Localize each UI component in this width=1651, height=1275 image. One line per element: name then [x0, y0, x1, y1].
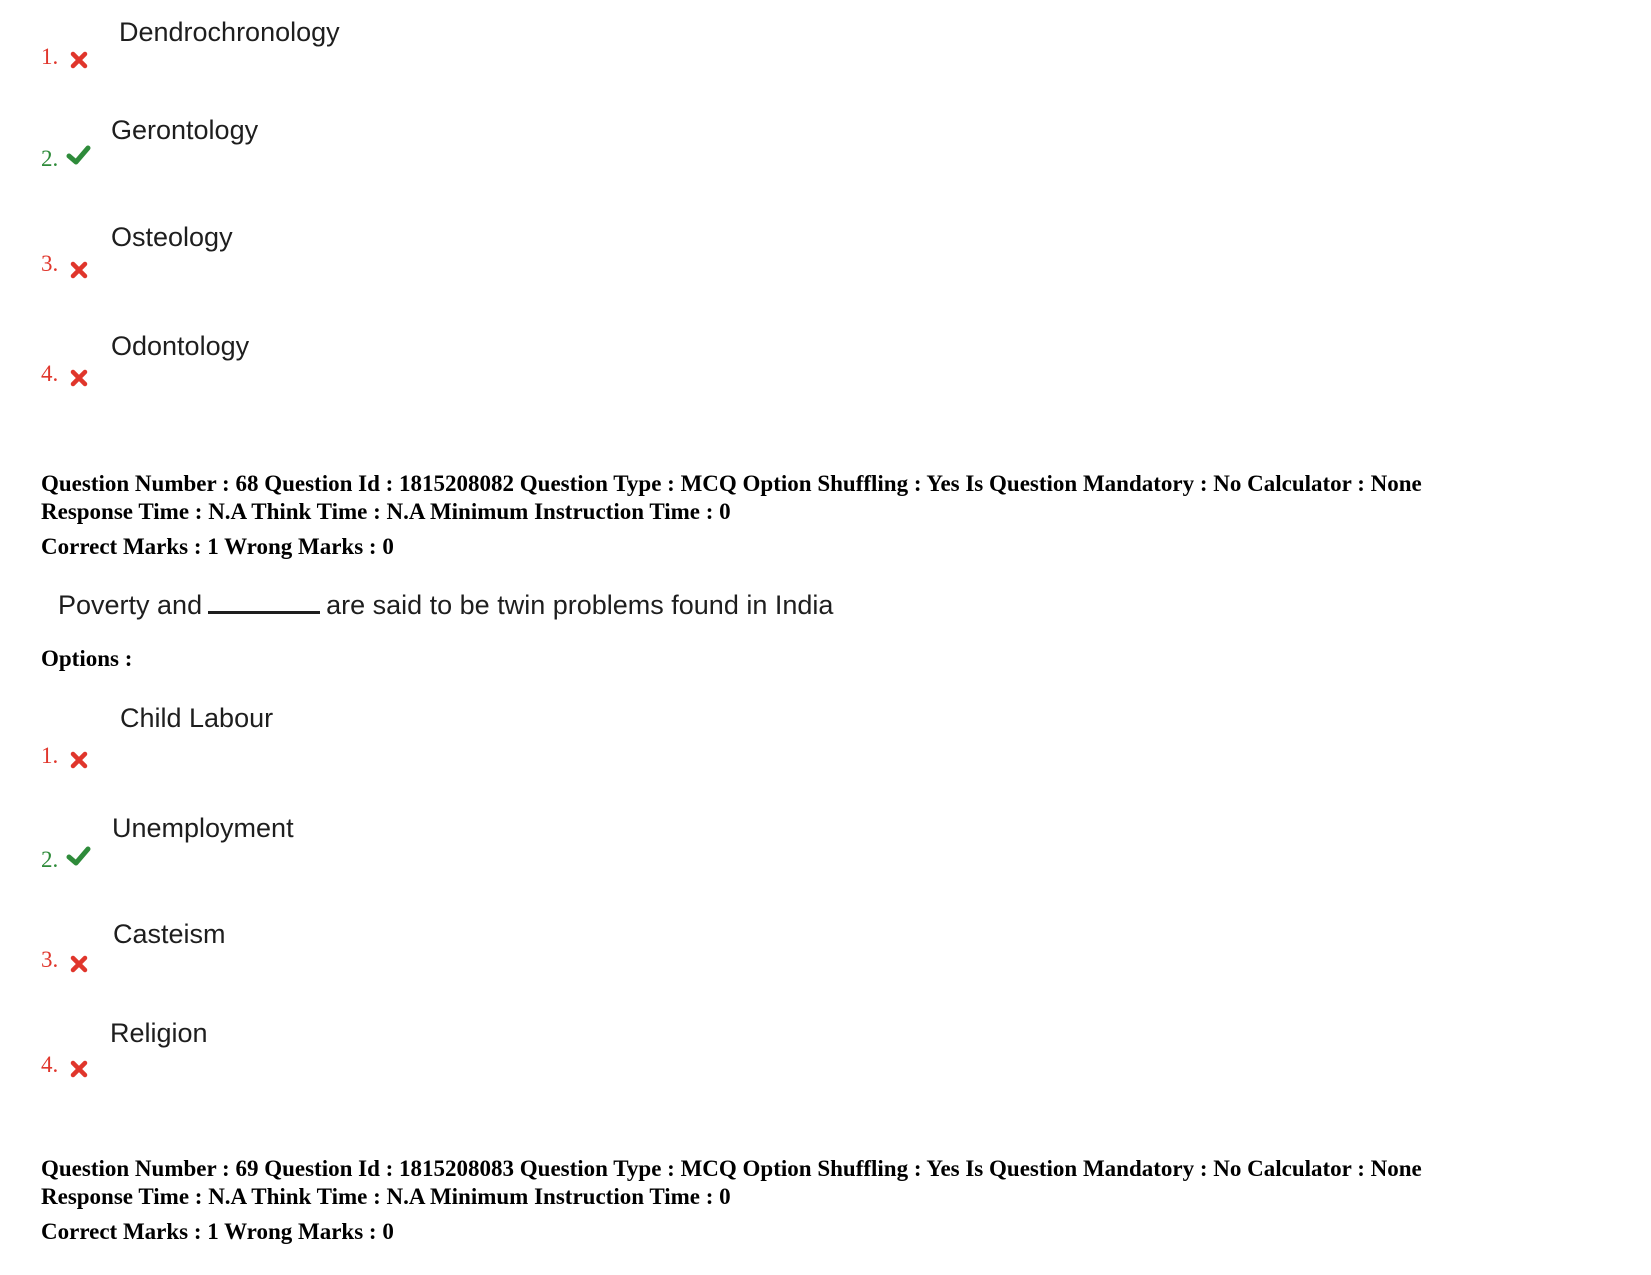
question-text-before: Poverty and [58, 590, 203, 620]
question-meta-line2: Response Time : N.A Think Time : N.A Minimum Instruction Time : 0 [41, 499, 731, 524]
option-item [0, 10, 900, 90]
question-meta-line1: Question Number : 69 Question Id : 1815208083 Question Type : MCQ Option Shuffling : Yes Is Question Mandatory : No Calculator : None [41, 1156, 1422, 1181]
option-number: 1. [41, 44, 59, 69]
option-text: Odontology [111, 331, 250, 361]
option-item [0, 700, 900, 780]
option-text: Religion [110, 1018, 208, 1048]
option-item [0, 812, 900, 892]
option-text: Dendrochronology [119, 17, 340, 47]
question-meta [41, 470, 1422, 526]
option-item [0, 217, 900, 297]
option-number: 1. [41, 743, 59, 768]
fill-in-blank [208, 587, 320, 614]
question-meta [41, 1155, 1422, 1211]
option-text: Osteology [111, 222, 233, 252]
cross-icon [68, 749, 90, 771]
option-number: 2. [41, 146, 59, 171]
cross-icon [68, 953, 90, 975]
option-number: 3. [41, 251, 59, 276]
option-number: 4. [41, 361, 59, 386]
option-text: Casteism [113, 919, 226, 949]
question-meta-line2: Response Time : N.A Think Time : N.A Minimum Instruction Time : 0 [41, 1184, 731, 1209]
cross-icon [68, 1058, 90, 1080]
option-text: Gerontology [111, 115, 259, 145]
option-number: 4. [41, 1052, 59, 1077]
question-text [58, 587, 833, 621]
cross-icon [68, 259, 90, 281]
options-label: Options : [41, 646, 133, 671]
option-item [0, 1017, 900, 1097]
option-number: 2. [41, 847, 59, 872]
option-item [0, 917, 900, 997]
option-item [0, 326, 900, 406]
check-icon [65, 845, 91, 867]
cross-icon [68, 49, 90, 71]
question-marks: Correct Marks : 1 Wrong Marks : 0 [41, 534, 394, 559]
question-meta-line1: Question Number : 68 Question Id : 1815208082 Question Type : MCQ Option Shuffling : Yes Is Question Mandatory : No Calculator : None [41, 471, 1422, 496]
check-icon [65, 144, 91, 166]
option-text: Unemployment [112, 813, 294, 843]
cross-icon [68, 367, 90, 389]
option-item [0, 108, 900, 188]
option-text: Child Labour [120, 703, 274, 733]
question-marks: Correct Marks : 1 Wrong Marks : 0 [41, 1219, 394, 1244]
question-text-after: are said to be twin problems found in India [326, 590, 834, 620]
option-number: 3. [41, 947, 59, 972]
